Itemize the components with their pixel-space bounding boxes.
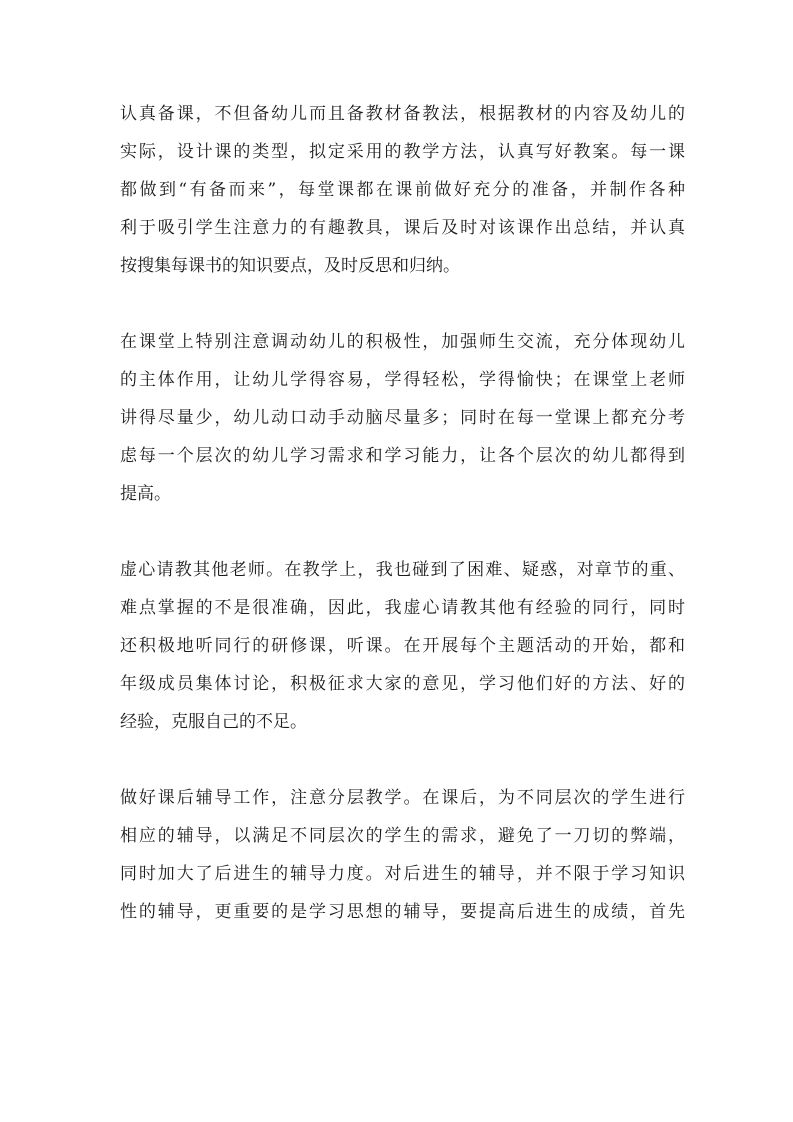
text-line: 认真备课，不但备幼儿而且备教材备教法，根据教材的内容及幼儿的: [120, 104, 685, 124]
text-line: 年级成员集体讨论，积极征求大家的意见，学习他们好的方法、好的: [120, 674, 685, 694]
text-line: 利于吸引学生注意力的有趣教具，课后及时对该课作出总结，并认真: [120, 218, 685, 238]
text-line: 在课堂上特别注意调动幼儿的积极性，加强师生交流，充分体现幼儿: [120, 332, 685, 352]
text-line: 经验，克服自己的不足。: [120, 712, 307, 732]
text-line: 的主体作用，让幼儿学得容易，学得轻松，学得愉快；在课堂上老师: [120, 370, 685, 390]
text-line: 还积极地听同行的研修课，听课。在开展每个主题活动的开始，都和: [120, 636, 685, 656]
text-line: 讲得尽量少，幼儿动口动手动脑尽量多；同时在每一堂课上都充分考: [120, 408, 685, 428]
text-line: 同时加大了后进生的辅导力度。对后进生的辅导，并不限于学习知识: [120, 864, 685, 884]
text-line: 按搜集每课书的知识要点，及时反思和归纳。: [120, 256, 460, 276]
text-line: 做好课后辅导工作，注意分层教学。在课后，为不同层次的学生进行: [120, 788, 685, 808]
text-line: 都做到“有备而来”，每堂课都在课前做好充分的准备，并制作各种: [120, 180, 685, 200]
paragraph-classroom-engagement: [120, 323, 685, 513]
text-line: 难点掌握的不是很准确，因此，我虚心请教其他有经验的同行，同时: [120, 598, 685, 618]
text-line: 提高。: [120, 484, 171, 504]
paragraph-consult-colleagues: [120, 551, 685, 741]
document-body: [120, 95, 685, 969]
text-line: 相应的辅导，以满足不同层次的学生的需求，避免了一刀切的弊端，: [120, 826, 685, 846]
text-line: 虑每一个层次的幼儿学习需求和学习能力，让各个层次的幼儿都得到: [120, 446, 685, 466]
text-line: 性的辅导，更重要的是学习思想的辅导，要提高后进生的成绩，首先: [120, 902, 685, 922]
paragraph-lesson-preparation: [120, 95, 685, 285]
text-line: 实际，设计课的类型，拟定采用的教学方法，认真写好教案。每一课: [120, 142, 685, 162]
text-line: 虚心请教其他老师。在教学上，我也碰到了困难、疑惑，对章节的重、: [120, 560, 685, 580]
paragraph-after-class-tutoring: [120, 779, 685, 931]
